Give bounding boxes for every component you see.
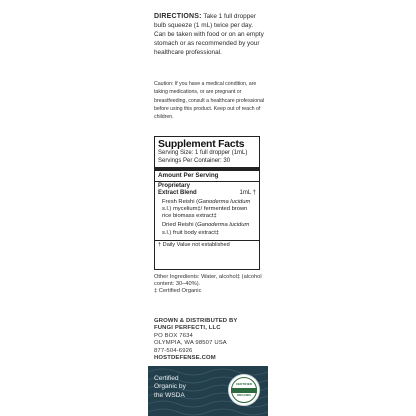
- footer-line3: the WSDA: [154, 391, 185, 399]
- product-label-panel: [148, 0, 268, 416]
- distributor-block: [154, 318, 266, 362]
- organic-seal-icon: [228, 374, 260, 406]
- ingredient-fresh-reishi: Fresh Reishi (Ganoderma lucidum s.l.) mycelium‡/ fermented brown rice biomass extract‡: [162, 198, 251, 220]
- distributor-heading: GROWN & DISTRIBUTED BY: [154, 318, 238, 324]
- proprietary-blend-line2: Extract Blend: [158, 189, 197, 196]
- supplement-facts-title: Supplement Facts: [158, 139, 245, 150]
- facts-divider-bottom: [155, 240, 259, 241]
- amount-per-serving: Amount Per Serving: [158, 172, 219, 180]
- directions-heading: DIRECTIONS:: [154, 13, 202, 20]
- servings-per-container: Servings Per Container: 30: [158, 157, 231, 164]
- directions-body: Take 1 full dropper bulb squeeze (1 mL) twice per day. Can be taken with food or on an empty stomach or as recommended by your healthcare professional.: [154, 13, 264, 56]
- ingredient-dried-reishi: Dried Reishi (Ganoderma lucidum s.l.) fruit body extract‡: [162, 222, 250, 236]
- supplement-facts-box: [154, 136, 260, 270]
- caution-text: Caution: If you have a medical condition, are taking medications, or are pregnant or breastfeeding, consult a healthcare professional before using this product. Keep out of reach of children.: [154, 81, 265, 121]
- certified-organic-note: ‡ Certified Organic: [154, 288, 202, 295]
- distributor-city: OLYMPIA, WA 98507 USA: [154, 340, 227, 347]
- footer-line1: Certified: [154, 375, 179, 382]
- distributor-phone: 877-504-6926: [154, 347, 193, 354]
- daily-value-note: † Daily Value not established: [158, 241, 230, 248]
- distributor-po-box: PO BOX 7634: [154, 332, 193, 339]
- footer-line2: Organic by: [154, 383, 186, 391]
- serving-size: Serving Size: 1 full dropper (1mL): [158, 150, 248, 156]
- facts-divider-thick: [155, 167, 259, 171]
- seal-bottom-text: ORGANIC: [236, 392, 252, 397]
- seal-top-text: CERTIFIED: [235, 381, 253, 386]
- other-ingredients: Other Ingredients: Water, alcohol‡ (alcohol content: 30–40%).: [154, 274, 262, 288]
- organic-certification-text: [154, 375, 214, 400]
- distributor-website: HOSTDEFENSE.COM: [154, 355, 216, 362]
- proprietary-blend-row: [158, 190, 256, 197]
- proprietary-blend-line1: Proprietary: [158, 182, 191, 189]
- distributor-company: FUNGI PERFECTI, LLC: [154, 325, 221, 332]
- organic-footer-band: [148, 366, 268, 416]
- facts-divider: [155, 181, 259, 182]
- other-ingredients-block: [154, 274, 266, 296]
- blend-amount: 1mL †: [239, 189, 256, 196]
- directions-text: [154, 13, 266, 58]
